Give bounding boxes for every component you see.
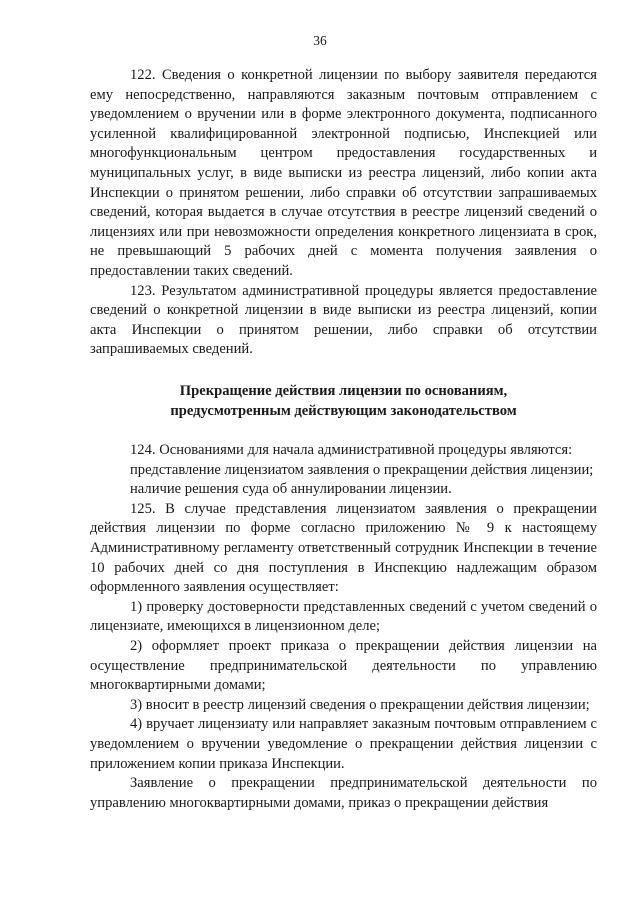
paragraph-124-item-1: представление лицензиатом заявления о прекращении действия лицензии;: [130, 461, 594, 478]
paragraph-125-item-3: 3) вносит в реестр лицензий сведения о прекращении действия лицензии;: [130, 696, 590, 713]
section-heading-line-1: Прекращение действия лицензии по основаниям,: [179, 382, 508, 399]
paragraph-125-item-2: 2) оформляет проект приказа о прекращении действия лицензии на осуществление предпринимательской деятельности по управлению многоквартирными домами;: [90, 638, 597, 694]
page-number: 36: [313, 33, 327, 48]
paragraph-125-item-1: 1) проверку достоверности представленных сведений с учетом сведений о лицензиате, имеющихся в лицензионном деле;: [90, 598, 597, 635]
paragraph-124: 124. Основаниями для начала административной процедуры являются:: [130, 442, 573, 459]
document-body: [90, 66, 597, 813]
paragraph-continued: Заявление о прекращении предпринимательской деятельности по управлению многоквартирными домами, приказ о прекращении действия: [90, 775, 597, 811]
paragraph-125-item-4: 4) вручает лицензиату или направляет заказным почтовым отправлением с уведомлением о вручении уведомление о прекращении действия лицензии с приложением копии приказа Инспекции.: [90, 716, 597, 772]
paragraph-125: 125. В случае представления лицензиатом заявления о прекращении действия лицензии по форме согласно приложению № 9 к настоящему Административному регламенту ответственный сотрудник Инспекции в течение 10 рабочих дней со дня поступления в Инспекцию надлежащим образом оформленного заявления осуществляет:: [90, 500, 597, 596]
section-heading-line-2: предусмотренным действующим законодательством: [170, 402, 517, 419]
paragraph-122: 122. Сведения о конкретной лицензии по выбору заявителя передаются ему непосредственно, направляются заказным почтовым отправлением с уведомлением о вручении или в форме электронного документа, подписанного усиленной квалифицированной электронной подписью, Инспекцией или многофункциональным центром предоставления государственных и муниципальных услуг, в виде выписки из реестра лицензий, либо копии акта Инспекции о принятом решении, либо справки об отсутствии запрашиваемых сведений, которая выдается в случае отсутствия в реестре лицензий сведений о лицензиях или при невозможности определения конкретного лицензиата в срок, не превышающий 5 рабочих дней с момента получения заявления о предоставлении таких сведений.: [90, 67, 597, 279]
paragraph-123: 123. Результатом административной процедуры является предоставление сведений о конкретной лицензии в виде выписки из реестра лицензий, копии акта Инспекции о принятом решении, либо справки об отсутствии запрашиваемых сведений.: [90, 282, 597, 358]
paragraph-124-item-2: наличие решения суда об аннулировании лицензии.: [130, 481, 452, 498]
section-heading: [90, 382, 597, 421]
